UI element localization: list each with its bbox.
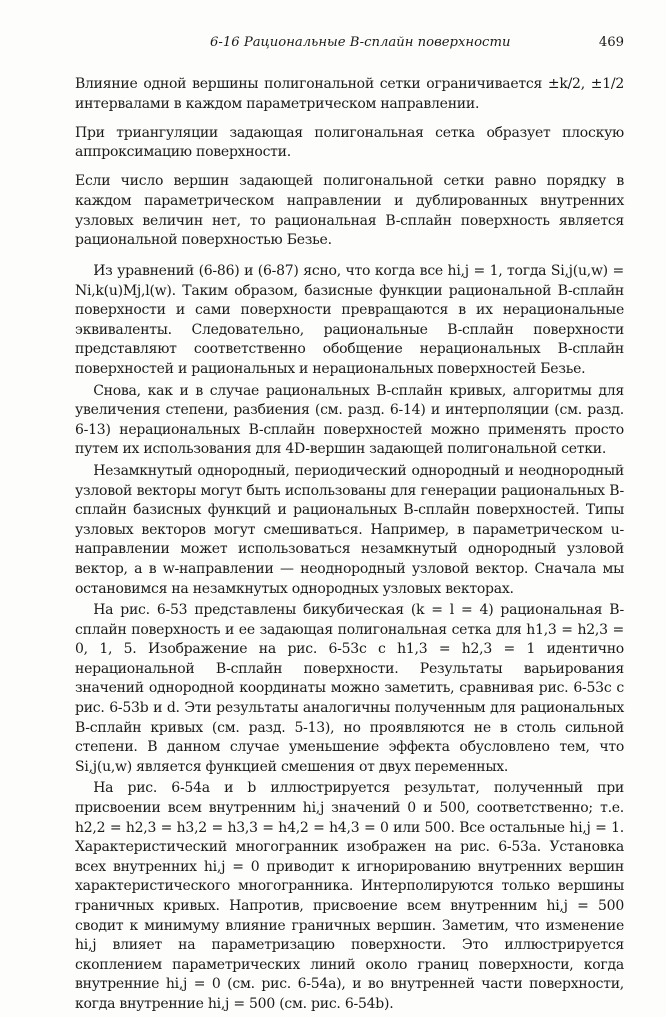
summary-point: При триангуляции задающая полигональная сетка образует плоскую аппроксимацию поверхности. [75, 124, 624, 161]
summary-points [75, 75, 624, 260]
paragraph: Из уравнений (6-86) и (6-87) ясно, что когда все hi,j = 1, тогда Si,j(u,w) = Ni,k(u)Mj,l(w). Таким образом, базисные функции рациональной B-сплайн поверхности и сами поверхности превращаются в их нерациональные эквиваленты. Следовательно, рациональные B-сплайн поверхности представляют соответственно обобщение нерациональных B-сплайн поверхностей и рациональных и нерациональных поверхностей Безье. [75, 263, 624, 377]
paragraph: Снова, как и в случае рациональных B-сплайн кривых, алгоритмы для увеличения степени, разбиения (см. разд. 6-14) и интерполяции (см. разд. 6-13) нерациональных B-сплайн поверхностей можно применять просто путем их использования для 4D-вершин задающей полигональной сетки. [75, 382, 624, 458]
running-header [75, 35, 624, 57]
main-text [75, 262, 624, 1017]
page-number: 469 [598, 35, 624, 50]
summary-point: Влияние одной вершины полигональной сетки ограничивается ±k/2, ±1/2 интервалами в каждом параметрическом направлении. [75, 76, 624, 112]
section-title: 6-16 Рациональные B-сплайн поверхности [210, 35, 511, 50]
paragraph: На рис. 6-53 представлены бикубическая (k = l = 4) рациональная B-сплайн поверхность и ее задающая полигональная сетка для h1,3 = h2,3 = 0, 1, 5. Изображение на рис. 6-53c с h1,3 = h2,3 = 1 идентично нерациональной B-сплайн поверхности. Результаты варьирования значений однородной координаты можно заметить, сравнивая рис. 6-53c с рис. 6-53b и d. Эти результаты аналогичны полученным для рациональных B-сплайн кривых (см. разд. 5-13), но проявляются не в столь сильной степени. В данном случае уменьшение эффекта обусловлено тем, что Si,j(u,w) является функцией смешения от двух переменных. [75, 602, 624, 775]
paragraph: Незамкнутый однородный, периодический однородный и неоднородный узловой векторы могут быть использованы для генерации рациональных B-сплайн базисных функций и рациональных B-сплайн поверхностей. Типы узловых векторов могут смешиваться. Например, в параметрическом u-направлении может использоваться незамкнутый однородный узловой вектор, а в w-направлении — неоднородный узловой вектор. Сначала мы остановимся на незамкнутых однородных узловых векторах. [75, 462, 624, 597]
paragraph: На рис. 6-54a и b иллюстрируется результат, полученный при присвоении всем внутренним hi,j значений 0 и 500, соответственно; т.е. h2,2 = h2,3 = h3,2 = h3,3 = h4,2 = h4,3 = 0 или 500. Все остальные hi,j = 1. Характеристический многогранник изображен на рис. 6-53a. Установка всех внутренних hi,j = 0 приводит к игнорированию внутренних вершин характеристического многогранника. Интерполируются только вершины граничных кривых. Напротив, присвоение всем внутренним hi,j = 500 сводит к минимуму влияние граничных вершин. Заметим, что изменение hi,j влияет на параметризацию поверхности. Это иллюстрируется скоплением параметрических линий около границ поверхности, когда внутренние hi,j = 0 (см. рис. 6-54a), и во внутренней части поверхности, когда внутренние hi,j = 500 (см. рис. 6-54b). [75, 780, 624, 1012]
summary-point: Если число вершин задающей полигональной сетки равно порядку в каждом параметрическом направлении и дублированных внутренних узловых величин нет, то рациональная B-сплайн поверхность является рациональной поверхностью Безье. [75, 173, 624, 249]
